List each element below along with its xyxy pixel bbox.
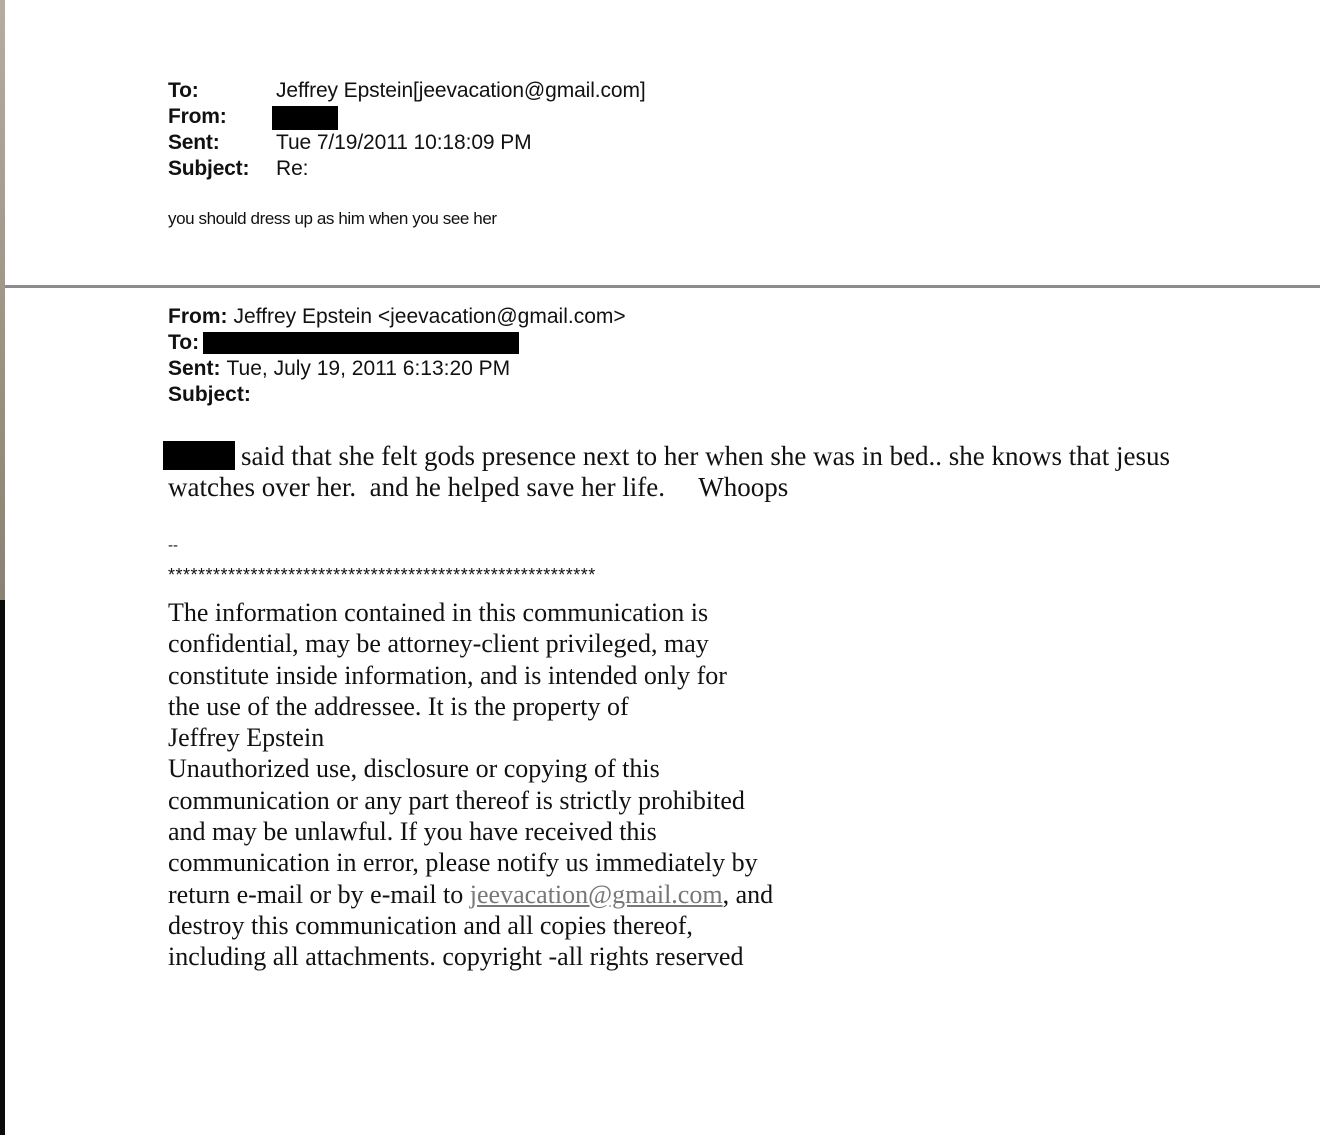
disclaimer-line: Unauthorized use, disclosure or copying of this [168, 754, 660, 784]
original-sent-row [168, 356, 626, 382]
original-subject-label: Subject: [168, 383, 251, 406]
reply-subject-value: Re: [276, 157, 309, 180]
original-from-row [168, 304, 626, 330]
reply-from-label: From: [168, 105, 227, 128]
reply-to-row [168, 78, 646, 104]
signature-stars: ********************************************************* [168, 565, 596, 585]
message-line-1: said that she felt gods presence next to her when she was in bed.. she knows that jesus [241, 441, 1171, 471]
redaction-block [203, 332, 519, 354]
scan-left-edge-bottom [0, 600, 5, 1135]
reply-to-label: To: [168, 79, 199, 102]
reply-body-text: you should dress up as him when you see her [168, 209, 497, 228]
original-subject-row [168, 382, 626, 408]
disclaimer-line: confidential, may be attorney-client privileged, may [168, 629, 709, 659]
email-link[interactable]: jeevacation@gmail.com [469, 879, 723, 909]
disclaimer-line: communication or any part thereof is strictly prohibited [168, 785, 745, 815]
reply-subject-label: Subject: [168, 157, 250, 180]
scan-left-edge-top [0, 0, 5, 600]
message-line [163, 441, 1263, 472]
message-line-2: watches over her. and he helped save her life. Whoops [168, 472, 789, 502]
disclaimer-line: and may be unlawful. If you have received this [168, 817, 657, 847]
disclaimer-line: The information contained in this communication is [168, 598, 709, 627]
redaction-block [272, 106, 338, 130]
disclaimer-line: constitute inside information, and is intended only for [168, 660, 727, 690]
confidentiality-disclaimer [168, 597, 773, 973]
original-header [168, 304, 626, 408]
email-divider [5, 285, 1320, 288]
reply-sent-row [168, 130, 646, 156]
disclaimer-line: communication in error, please notify us immediately by [168, 848, 758, 878]
redaction-block [163, 441, 235, 470]
disclaimer-line: Jeffrey Epstein [168, 723, 325, 753]
disclaimer-line [168, 879, 773, 910]
original-sent-label: Sent: [168, 357, 221, 380]
disclaimer-text: return e-mail or by e-mail to [168, 879, 470, 909]
original-sent-value: Tue, July 19, 2011 6:13:20 PM [226, 357, 511, 380]
signature-dashes: -- [168, 537, 178, 554]
original-to-row [168, 330, 626, 356]
reply-to-value: Jeffrey Epstein[jeevacation@gmail.com] [276, 79, 646, 102]
reply-sent-value: Tue 7/19/2011 10:18:09 PM [276, 131, 532, 154]
original-from-value: Jeffrey Epstein <jeevacation@gmail.com> [233, 305, 626, 328]
reply-from-row [168, 104, 646, 130]
disclaimer-text: , and [722, 879, 774, 909]
reply-header [168, 78, 646, 182]
disclaimer-line: destroy this communication and all copies thereof, [168, 910, 693, 940]
disclaimer-line: including all attachments. copyright -all rights reserved [168, 942, 744, 972]
original-to-label: To: [168, 331, 200, 354]
original-from-label: From: [168, 305, 228, 328]
reply-subject-row [168, 156, 646, 182]
reply-sent-label: Sent: [168, 131, 220, 154]
disclaimer-line: the use of the addressee. It is the property of [168, 691, 629, 721]
original-message-body [163, 441, 1263, 503]
